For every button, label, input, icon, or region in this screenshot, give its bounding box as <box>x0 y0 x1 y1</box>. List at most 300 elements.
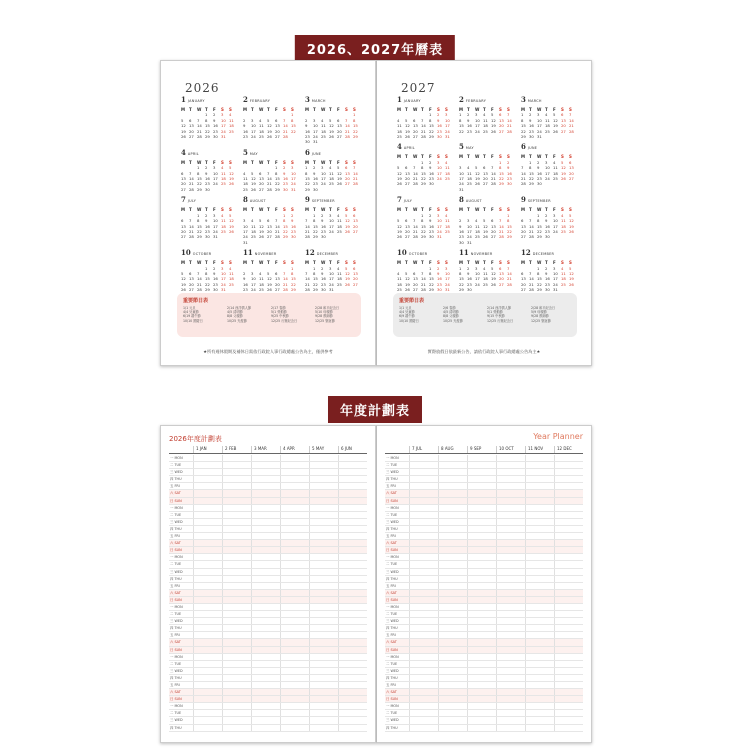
planner-cell <box>338 597 367 603</box>
day-cell <box>229 134 237 139</box>
month-block <box>459 144 515 192</box>
day-cell: 26 <box>405 134 410 140</box>
day-cell: 12 <box>491 117 496 123</box>
day-cell: 25 <box>337 228 342 234</box>
day-cell: 19 <box>483 228 488 234</box>
weekday-cell: 日 SUN <box>170 548 182 553</box>
planner-cell <box>467 569 496 575</box>
day-cell: 23 <box>545 281 550 287</box>
planner-cell <box>222 717 251 723</box>
planner-page-right <box>376 425 592 743</box>
day-cell: 22 <box>313 281 318 287</box>
day-cell: 8 <box>275 170 278 176</box>
month-block <box>397 197 453 245</box>
weekday-label: F <box>553 207 556 213</box>
planner-cell <box>222 483 251 489</box>
planner-cell <box>280 682 309 688</box>
planner-cell <box>496 639 525 645</box>
planner-cell <box>525 689 554 695</box>
month-block <box>459 250 515 292</box>
day-cell: 1 <box>205 265 208 271</box>
planner-cell <box>222 583 251 589</box>
planner-cell <box>554 632 583 638</box>
planner-cell <box>280 512 309 518</box>
day-cell: 12 <box>483 223 488 229</box>
day-cell: 1 <box>421 159 424 165</box>
planner-cell <box>338 590 367 596</box>
day-cell: 18 <box>483 123 488 129</box>
planner-cell <box>251 498 280 504</box>
weekday-label: F <box>491 107 494 112</box>
weekday-cell: 一 MON <box>170 604 183 609</box>
planner-cell <box>409 668 438 674</box>
weekday-label: T <box>421 260 424 266</box>
planner-cell <box>280 710 309 716</box>
day-cell: 2 <box>507 159 510 165</box>
weekday-label: M <box>181 260 185 266</box>
day-cell: 20 <box>345 176 350 182</box>
day-cell: 16 <box>429 223 434 229</box>
planner-cell <box>496 540 525 546</box>
planner-cell <box>251 625 280 631</box>
day-cell: 3 <box>221 265 224 271</box>
day-cell: 3 <box>243 218 246 224</box>
planner-row <box>169 512 367 519</box>
planner-cell <box>309 569 338 575</box>
weekday-cell: 三 WED <box>386 569 399 574</box>
weekday-cell: 六 SAT <box>170 690 181 695</box>
day-cell: 10 <box>213 170 218 176</box>
day-cell: 3 <box>545 159 548 165</box>
planner-row <box>385 505 583 512</box>
planner-cell <box>251 611 280 617</box>
planner-cell <box>496 625 525 631</box>
day-cell <box>491 240 499 245</box>
day-cell: 18 <box>475 228 480 234</box>
day-cell: 19 <box>345 276 350 282</box>
day-cell: 13 <box>561 117 566 123</box>
day-cell: 27 <box>259 186 264 192</box>
day-cell: 10 <box>553 218 558 224</box>
day-cell: 20 <box>499 276 504 282</box>
day-cell: 10 <box>243 223 248 229</box>
weekday-label: F <box>491 260 494 266</box>
planner-cell <box>309 597 338 603</box>
planner-cell <box>525 512 554 518</box>
day-cell: 14 <box>197 276 202 282</box>
planner-cell <box>309 696 338 702</box>
planner-cell <box>554 682 583 688</box>
day-cell: 9 <box>321 218 324 224</box>
day-cell: 2 <box>537 159 540 165</box>
planner-cell <box>338 682 367 688</box>
weekday-cell: 三 WED <box>170 569 183 574</box>
planner-cell <box>438 476 467 482</box>
planner-cell <box>222 675 251 681</box>
planner-cell <box>496 703 525 709</box>
day-cell: 2 <box>205 212 208 218</box>
weekday-label: T <box>329 107 332 112</box>
day-cell: 28 <box>345 134 350 140</box>
day-cell: 10 <box>553 270 558 276</box>
weekday-label: S <box>437 154 440 160</box>
weekday-cell: 日 SUN <box>386 548 398 553</box>
day-cell: 13 <box>353 218 358 224</box>
day-cell: 17 <box>467 228 472 234</box>
planner-cell <box>438 632 467 638</box>
day-cell: 7 <box>267 170 270 176</box>
weekday-label: S <box>561 107 564 112</box>
day-cell: 1 <box>313 212 316 218</box>
day-cell: 13 <box>405 223 410 229</box>
planner-row <box>169 569 367 576</box>
day-cell: 25 <box>251 234 256 240</box>
weekday-label: T <box>189 207 192 213</box>
planner-cell <box>409 512 438 518</box>
day-cell: 6 <box>353 212 356 218</box>
day-cell: 21 <box>529 281 534 287</box>
day-cell: 2 <box>243 117 246 123</box>
day-cell: 23 <box>545 228 550 234</box>
day-cell: 6 <box>181 170 184 176</box>
holiday-box <box>393 293 577 337</box>
weekday-label: T <box>267 207 270 213</box>
planner-cell <box>280 590 309 596</box>
months-grid <box>181 97 361 298</box>
day-cell: 22 <box>429 128 434 134</box>
day-cell: 15 <box>459 276 464 282</box>
holiday-list <box>399 306 571 323</box>
planner-cell <box>251 725 280 731</box>
planner-row <box>169 654 367 661</box>
day-cell: 17 <box>329 276 334 282</box>
day-cell: 30 <box>429 234 434 240</box>
day-cell <box>569 287 577 292</box>
week-row <box>521 134 577 139</box>
planner-row <box>169 533 367 540</box>
planner-cell <box>222 498 251 504</box>
planner-cell <box>409 476 438 482</box>
day-cell: 6 <box>337 117 340 123</box>
weekday-label: W <box>413 154 418 160</box>
day-cell: 15 <box>429 276 434 282</box>
day-cell: 29 <box>313 287 318 293</box>
day-cell: 22 <box>421 228 426 234</box>
planner-cell <box>251 590 280 596</box>
day-cell: 4 <box>397 117 400 123</box>
planner-header <box>169 446 367 454</box>
planner-corner <box>385 446 409 453</box>
day-cell: 26 <box>181 287 186 293</box>
planner-cell <box>309 583 338 589</box>
month-name: OCTOBER <box>408 252 428 257</box>
holiday-item: 2/28 和平紀念日 <box>531 306 556 310</box>
planner-cell <box>280 540 309 546</box>
planner-cell <box>409 604 438 610</box>
day-cell: 24 <box>243 234 248 240</box>
holiday-item: 10/25 光復節 <box>443 318 463 323</box>
day-cell: 9 <box>321 270 324 276</box>
day-cell: 25 <box>397 134 402 140</box>
planner-cell <box>222 725 251 731</box>
planner-cell <box>309 661 338 667</box>
planner-row <box>169 526 367 533</box>
weekday-label: F <box>553 260 556 266</box>
holiday-item: 4/5 清明節 <box>227 310 243 315</box>
planner-cell <box>409 498 438 504</box>
planner-cell <box>496 455 525 461</box>
day-cell: 5 <box>267 117 270 123</box>
day-cell <box>499 240 507 245</box>
week-row <box>397 234 453 239</box>
holiday-item: 4/5 清明節 <box>443 310 459 315</box>
day-cell: 16 <box>213 123 218 129</box>
weekday-label: F <box>429 107 432 112</box>
planner-cell <box>338 611 367 617</box>
planner-cell <box>280 583 309 589</box>
day-cell: 27 <box>405 234 410 240</box>
planner-cell <box>280 703 309 709</box>
planner-cell <box>467 455 496 461</box>
day-cell: 9 <box>243 276 246 282</box>
weekday-label: S <box>353 260 356 266</box>
day-cell: 4 <box>445 159 448 165</box>
planner-cell <box>525 554 554 560</box>
day-cell <box>329 234 337 239</box>
weekday-cell: 一 MON <box>386 704 399 709</box>
day-cell: 6 <box>405 165 408 171</box>
day-cell: 9 <box>545 218 548 224</box>
planner-cell <box>438 689 467 695</box>
planner-row <box>385 682 583 689</box>
month-number: 4 <box>181 147 186 157</box>
planner-cell <box>496 668 525 674</box>
day-cell: 5 <box>569 212 572 218</box>
planner-cell <box>438 533 467 539</box>
day-cell: 5 <box>329 117 332 123</box>
day-cell: 22 <box>521 128 526 134</box>
day-cell: 3 <box>213 165 216 171</box>
day-cell: 4 <box>483 265 486 271</box>
day-cell: 6 <box>561 112 564 118</box>
day-cell: 20 <box>405 228 410 234</box>
day-cell: 30 <box>429 181 434 187</box>
planner-cell <box>525 576 554 582</box>
planner-cell <box>554 625 583 631</box>
holiday-list <box>183 306 355 323</box>
day-cell: 1 <box>291 112 294 118</box>
planner-cell <box>338 639 367 645</box>
day-cell: 13 <box>189 123 194 129</box>
day-cell: 31 <box>467 239 472 245</box>
weekday-label: S <box>445 207 448 213</box>
weekday-cell: 一 MON <box>386 505 399 510</box>
planner-row <box>385 710 583 717</box>
planner-cell <box>309 725 338 731</box>
planner-cell <box>251 533 280 539</box>
day-cell: 29 <box>537 287 542 293</box>
weekday-label: W <box>475 154 480 160</box>
day-cell: 2 <box>545 212 548 218</box>
planner-row <box>169 505 367 512</box>
planner-cell <box>554 689 583 695</box>
planner-cell <box>309 505 338 511</box>
day-cell: 27 <box>353 281 358 287</box>
day-cell: 24 <box>467 234 472 240</box>
planner-cell <box>496 490 525 496</box>
planner-cell <box>251 476 280 482</box>
holiday-item: 2/14 西洋情人節 <box>487 306 512 310</box>
planner-cell <box>309 526 338 532</box>
day-cell: 25 <box>483 281 488 287</box>
weekday-label: F <box>337 107 340 112</box>
planner-cell <box>280 569 309 575</box>
weekday-label: S <box>221 207 224 213</box>
planner-cell <box>467 696 496 702</box>
planner-cell <box>193 647 222 653</box>
planner-cell <box>438 561 467 567</box>
day-cell: 18 <box>397 281 402 287</box>
day-cell: 27 <box>413 134 418 140</box>
day-cell: 18 <box>329 176 334 182</box>
day-cell: 22 <box>313 228 318 234</box>
planner-cell <box>251 696 280 702</box>
day-cell: 9 <box>213 117 216 123</box>
day-cell: 7 <box>529 218 532 224</box>
planner-row <box>169 604 367 611</box>
weekday-cell: 四 THU <box>170 526 182 531</box>
planner-cell <box>496 725 525 731</box>
weekday-label: S <box>291 207 294 213</box>
weekday-label: F <box>429 260 432 266</box>
planner-cell <box>467 469 496 475</box>
planner-row <box>385 689 583 696</box>
planner-cell <box>525 526 554 532</box>
week-row <box>243 187 299 192</box>
day-cell: 31 <box>243 239 248 245</box>
day-cell: 2 <box>205 165 208 171</box>
day-cell: 5 <box>491 112 494 118</box>
day-cell: 21 <box>197 128 202 134</box>
day-cell: 11 <box>229 270 234 276</box>
day-cell: 15 <box>429 123 434 129</box>
day-cell: 20 <box>413 281 418 287</box>
day-cell: 9 <box>291 218 294 224</box>
weekday-label: S <box>283 260 286 266</box>
day-cell: 3 <box>251 117 254 123</box>
day-cell: 21 <box>353 176 358 182</box>
planner-cell <box>280 547 309 553</box>
planner-cell <box>467 597 496 603</box>
planner-cell <box>193 710 222 716</box>
day-cell: 12 <box>229 218 234 224</box>
planner-cell <box>222 561 251 567</box>
month-name: NOVEMBER <box>254 252 277 257</box>
calendar-page-2026 <box>160 60 376 366</box>
planner-cell <box>338 476 367 482</box>
day-cell: 27 <box>413 287 418 293</box>
planner-row <box>385 540 583 547</box>
weekday-label: W <box>537 107 542 112</box>
day-cell <box>329 187 337 192</box>
planner-cell <box>467 561 496 567</box>
holiday-item: 10/10 國慶日 <box>399 318 419 323</box>
day-cell: 20 <box>275 281 280 287</box>
day-cell: 10 <box>445 117 450 123</box>
day-cell: 20 <box>405 176 410 182</box>
planner-cell <box>280 604 309 610</box>
planner-cell <box>338 654 367 660</box>
day-cell: 17 <box>329 223 334 229</box>
day-cell: 23 <box>467 128 472 134</box>
planner-cell <box>409 689 438 695</box>
planner-row <box>385 490 583 497</box>
planner-cell <box>554 569 583 575</box>
planner-cell <box>251 569 280 575</box>
planner-cell <box>496 710 525 716</box>
day-cell: 18 <box>243 181 248 187</box>
day-cell: 27 <box>521 234 526 240</box>
day-cell: 2 <box>429 212 432 218</box>
day-cell: 23 <box>313 181 318 187</box>
planner-cell <box>193 611 222 617</box>
day-cell: 10 <box>445 270 450 276</box>
planner-row <box>169 490 367 497</box>
weekday-label: S <box>229 207 232 213</box>
day-cell: 24 <box>321 181 326 187</box>
planner-cell <box>438 661 467 667</box>
planner-cell <box>338 469 367 475</box>
planner-cell <box>496 682 525 688</box>
day-cell: 7 <box>413 218 416 224</box>
weekday-cell: 二 TUE <box>170 463 182 468</box>
day-cell: 1 <box>283 212 286 218</box>
day-cell: 17 <box>213 176 218 182</box>
day-cell: 28 <box>499 234 504 240</box>
weekday-cell: 二 TUE <box>170 711 182 716</box>
planner-cell <box>280 661 309 667</box>
day-cell: 26 <box>345 228 350 234</box>
month-name: MAY <box>465 146 474 151</box>
weekday-label: T <box>329 260 332 266</box>
month-number: 8 <box>243 195 248 205</box>
day-cell: 5 <box>181 270 184 276</box>
day-cell <box>483 187 491 192</box>
day-cell: 30 <box>537 181 542 187</box>
weekday-label: F <box>213 260 216 266</box>
year-title: 2026 <box>185 81 220 95</box>
day-cell: 3 <box>553 265 556 271</box>
day-cell: 24 <box>475 128 480 134</box>
holiday-item: 1/1 元旦 <box>183 306 196 310</box>
day-cell: 18 <box>553 170 558 176</box>
planner-cell <box>251 462 280 468</box>
day-cell: 20 <box>275 128 280 134</box>
day-cell: 26 <box>491 281 496 287</box>
planner-cell <box>409 483 438 489</box>
weekday-label: M <box>397 207 401 213</box>
day-cell: 1 <box>429 265 432 271</box>
weekday-cell: 日 SUN <box>386 647 398 652</box>
day-cell: 24 <box>221 281 226 287</box>
planner-cell <box>251 554 280 560</box>
month-header <box>181 197 237 207</box>
week-row <box>305 187 361 192</box>
day-cell <box>553 134 561 139</box>
day-cell: 8 <box>499 165 502 171</box>
planner-row <box>169 583 367 590</box>
month-block <box>181 250 237 298</box>
